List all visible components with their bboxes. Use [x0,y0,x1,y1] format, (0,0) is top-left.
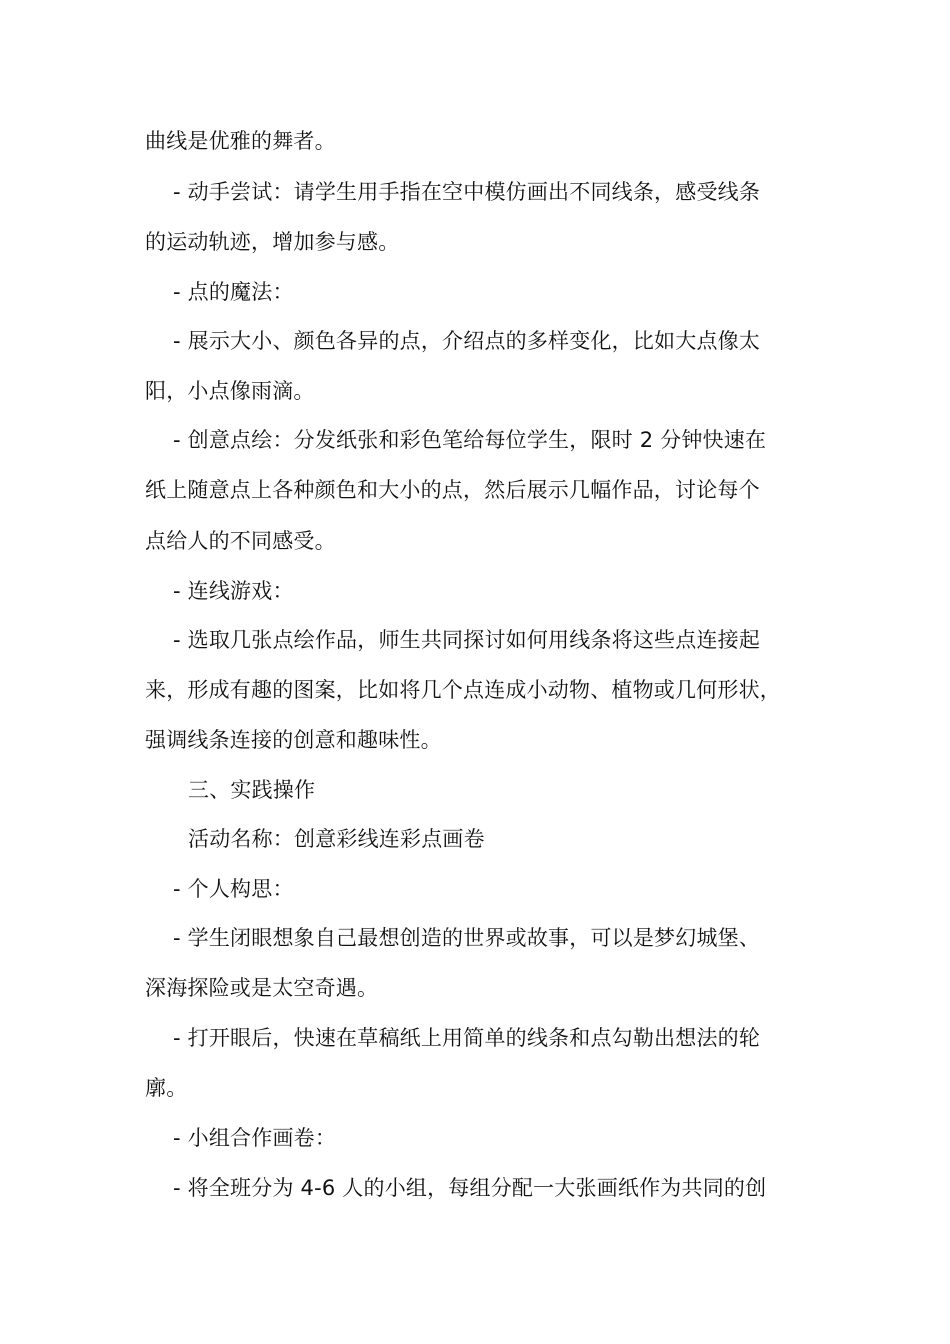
text-line-6: 阳，小点像雨滴。 [145,379,315,403]
text-line-17: - 学生闭眼想象自己最想创造的世界或故事，可以是梦幻城堡、 [173,926,761,950]
text-line-13: 强调线条连接的创意和趣味性。 [145,728,442,752]
text-line-16: - 个人构思： [173,877,294,901]
text-line-9: 点给人的不同感受。 [145,529,336,553]
text-line-4: - 点的魔法： [173,280,294,304]
text-line-19: - 打开眼后，快速在草稿纸上用简单的线条和点勾勒出想法的轮 [173,1026,761,1050]
text-line-3: 的运动轨迹，增加参与感。 [145,230,400,254]
activity-name: 活动名称：创意彩线连彩点画卷 [188,827,485,851]
text-line-8: 纸上随意点上各种颜色和大小的点，然后展示几幅作品，讨论每个 [145,478,760,502]
text-line-18: 深海探险或是太空奇遇。 [145,976,379,1000]
text-line-7: - 创意点绘：分发纸张和彩色笔给每位学生，限时 2 分钟快速在 [173,428,767,452]
text-line-22: - 将全班分为 4-6 人的小组，每组分配一大张画纸作为共同的创 [173,1176,767,1200]
text-line-21: - 小组合作画卷： [173,1126,337,1150]
text-line-12: 来，形成有趣的图案，比如将几个点连成小动物、植物或几何形状， [145,678,781,702]
text-line-20: 廓。 [145,1076,188,1100]
text-line-11: - 选取几张点绘作品，师生共同探讨如何用线条将这些点连接起 [173,628,761,652]
text-line-10: - 连线游戏： [173,579,294,603]
section-heading: 三、实践操作 [188,778,316,802]
text-line-2: - 动手尝试：请学生用手指在空中模仿画出不同线条，感受线条 [173,180,761,204]
text-line-1: 曲线是优雅的舞者。 [145,129,336,153]
text-line-5: - 展示大小、颜色各异的点，介绍点的多样变化，比如大点像太 [173,329,761,353]
